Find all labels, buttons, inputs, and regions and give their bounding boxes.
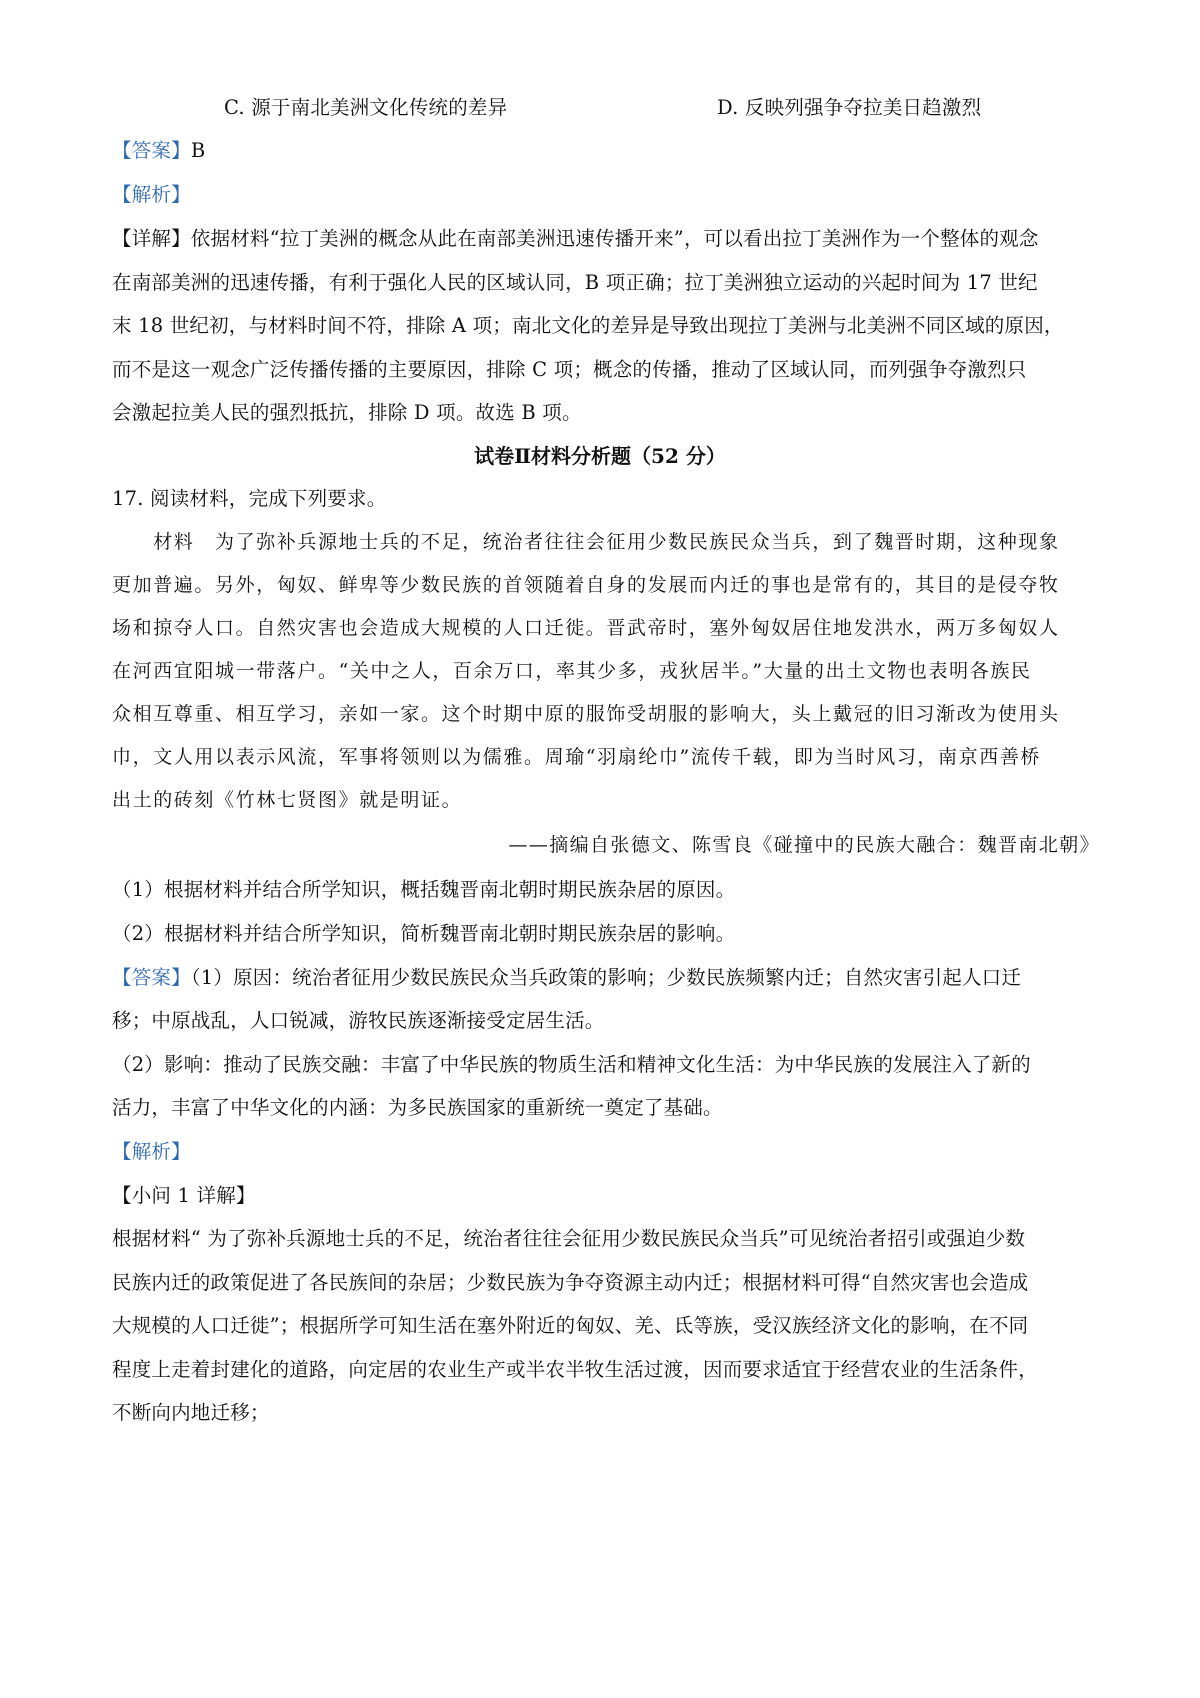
- option-c: C. 源于南北美洲文化传统的差异: [224, 96, 508, 119]
- material-line: 巾，文人用以表示风流，军事将领则以为儒雅。周瑜“羽扇纶巾”流传千载，即为当时风习，南京西善桥: [112, 746, 1042, 768]
- q17-analysis: [112, 1139, 1097, 1165]
- material-line: 场和掠夺人口。自然灾害也会造成大规模的人口迁徙。晋武帝时，塞外匈奴居住地发洪水，两万多匈奴人: [112, 617, 1060, 639]
- q16-detail-line: 而不是这一观念广泛传播传播的主要原因，排除 C 项；概念的传播，推动了区域认同，而列强争夺激烈只: [112, 358, 1027, 381]
- sub-question-1: （1）根据材料并结合所学知识，概括魏晋南北朝时期民族杂居的原因。: [112, 878, 736, 901]
- option-d: D. 反映列强争夺拉美日趋激烈: [717, 96, 982, 119]
- material-line: 众相互尊重、相互学习，亲如一家。这个时期中原的服饰受胡服的影响大，头上戴冠的旧习渐改为使用头: [112, 703, 1060, 725]
- answer-tag: 【答案】: [112, 139, 191, 162]
- q17-detail-line: 不断向内地迁移；: [112, 1401, 270, 1424]
- q17-answer-line: （2）影响：推动了民族交融：丰富了中华民族的物质生活和精神文化生活：为中华民族的发展注入了新的: [112, 1053, 1031, 1076]
- material-line: 在河西宜阳城一带落户。“关中之人，百余万口，率其少多，戎狄居半。”大量的出土文物也表明各族民: [112, 660, 1032, 682]
- q16-detail-line: 会激起拉美人民的强烈抵抗，排除 D 项。故选 B 项。: [112, 401, 582, 424]
- material-source: ——摘编自张德文、陈雪良《碰撞中的民族大融合：魏晋南北朝》: [508, 834, 1100, 856]
- analysis-tag: 【解析】: [112, 1140, 191, 1163]
- material-line: 出土的砖刻《竹林七贤图》就是明证。: [112, 789, 463, 811]
- q17-detail-line: 大规模的人口迁徙”；根据所学可知生活在塞外附近的匈奴、羌、氐等族，受汉族经济文化的影响，在不同: [112, 1314, 1029, 1337]
- q17-detail-line: 程度上走着封建化的道路，向定居的农业生产或半农半牧生活过渡，因而要求适宜于经营农业的生活条件，: [112, 1358, 1038, 1381]
- q17-stem: 17. 阅读材料，完成下列要求。: [112, 487, 387, 510]
- q16-answer: [112, 138, 1097, 164]
- q16-detail-line: 在南部美洲的迅速传播，有利于强化人民的区域认同，B 项正确；拉丁美洲独立运动的兴起时间为 17 世纪: [112, 271, 1038, 294]
- q17-answer-line: 移；中原战乱，人口锐减，游牧民族逐渐接受定居生活。: [112, 1009, 605, 1032]
- answer-text: （1）原因：统治者征用少数民族民众当兵政策的影响；少数民族频繁内迁；自然灾害引起人口迁: [190, 966, 1022, 989]
- q16-detail-line: 【详解】依据材料“拉丁美洲的概念从此在南部美洲迅速传播开来”，可以看出拉丁美洲作为一个整体的观念: [112, 227, 1039, 250]
- q17-detail-line: 民族内迁的政策促进了各民族间的杂居；少数民族为争夺资源主动内迁；根据材料可得“自然灾害也会造成: [112, 1271, 1029, 1294]
- q16-detail-line: 末 18 世纪初，与材料时间不符，排除 A 项；南北文化的差异是导致出现拉丁美洲与北美洲不同区域的原因，: [112, 314, 1064, 337]
- answer-value: B: [190, 139, 206, 162]
- q17-answer-line: 活力，丰富了中华文化的内涵：为多民族国家的重新统一奠定了基础。: [112, 1096, 723, 1119]
- material-line: 材料 为了弥补兵源地士兵的不足，统治者往往会征用少数民族民众当兵，到了魏晋时期，这种现象: [112, 531, 1060, 553]
- section-title: 试卷Ⅱ材料分析题（52 分）: [474, 444, 726, 468]
- q16-analysis: [112, 182, 1097, 208]
- q17-answer: [112, 965, 1097, 991]
- analysis-tag: 【解析】: [112, 183, 191, 206]
- sub-question-2: （2）根据材料并结合所学知识，简析魏晋南北朝时期民族杂居的影响。: [112, 922, 736, 945]
- material-line: 更加普遍。另外，匈奴、鲜卑等少数民族的首领随着自身的发展而内迁的事也是常有的，其目的是侵夺牧: [112, 574, 1060, 596]
- q17-detail-line: 根据材料“ 为了弥补兵源地士兵的不足，统治者往往会征用少数民族民众当兵”可见统治者招引或强迫少数: [112, 1227, 1026, 1250]
- answer-tag: 【答案】: [112, 966, 191, 989]
- small-question-1-heading: 【小问 1 详解】: [112, 1184, 256, 1207]
